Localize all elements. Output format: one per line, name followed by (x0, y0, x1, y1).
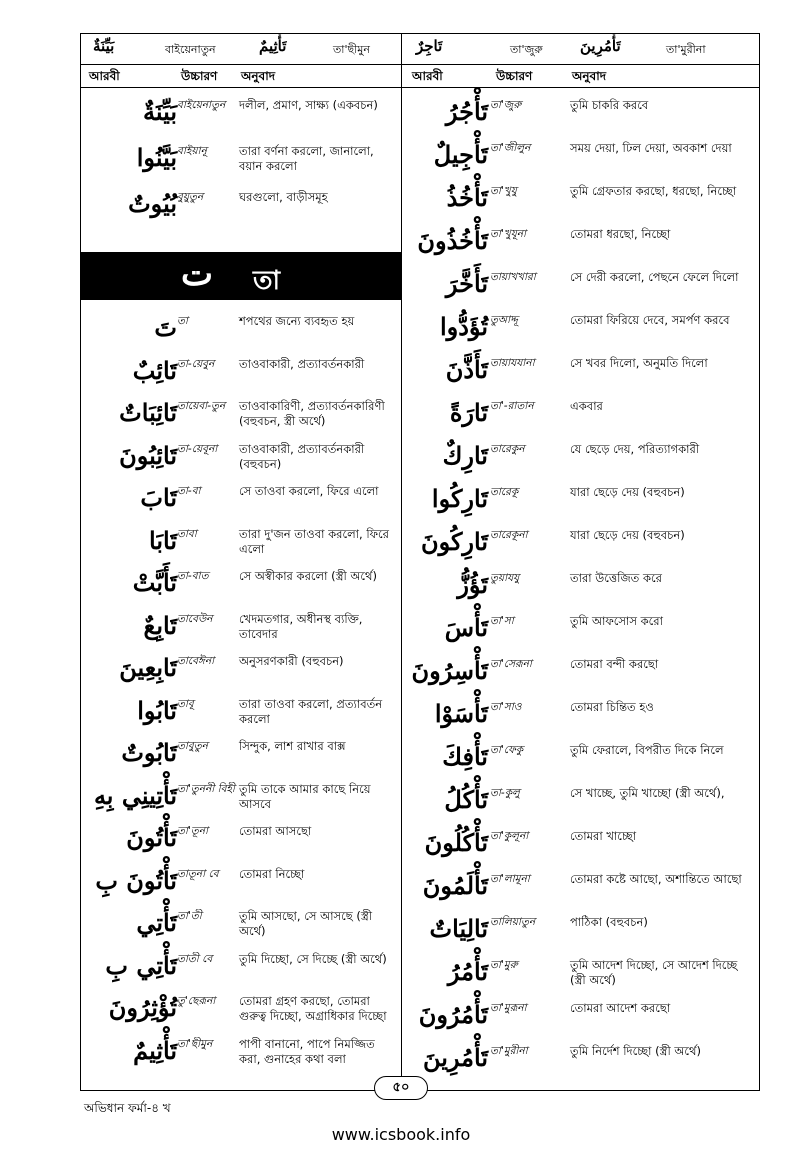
arabic-word: تَأْخُذُ (446, 183, 488, 212)
dictionary-entry (402, 313, 759, 353)
dictionary-entry (402, 184, 759, 224)
meaning: তোমরা চিন্তিত হও (570, 700, 654, 714)
dictionary-entry (81, 190, 401, 230)
meaning: তোমরা খাচ্ছো (570, 829, 637, 843)
meaning: তুমি নির্দেশ দিচ্ছো (স্ত্রী অর্থে) (570, 1044, 701, 1058)
arabic-word: تَأْكُلُ (444, 785, 488, 814)
pronunciation: তা'সেরূনা (490, 658, 532, 670)
pronunciation: তা'তী (177, 910, 202, 922)
pronunciation: তাবেঈনা (177, 655, 215, 667)
dictionary-entry (402, 356, 759, 396)
dictionary-entry (81, 442, 401, 482)
header-pronunciation: উচ্চারণ (496, 69, 533, 83)
meaning: সিন্দুক, লাশ রাখার বাক্স (239, 739, 346, 753)
arabic-word: تَأْتِي بِ (105, 951, 177, 980)
arabic-word: تَأْتُونَ بِ (95, 866, 177, 895)
meaning: যে ছেড়ে দেয়, পরিত্যাগকারী (570, 442, 700, 456)
meaning: একবার (570, 399, 603, 413)
dictionary-entry (402, 614, 759, 654)
arabic-word: تَابَا (149, 526, 177, 555)
dictionary-page (80, 33, 760, 1091)
arabic-word: تَائِبَاتٌ (119, 398, 177, 427)
dictionary-entry (81, 612, 401, 652)
meaning: তুমি দিচ্ছো, সে দিচ্ছে (স্ত্রী অর্থে) (239, 952, 387, 966)
meaning: তোমরা ফিরিয়ে দেবে, সমর্পণ করবে (570, 313, 730, 327)
dictionary-entry (81, 527, 401, 567)
arabic-word: بُيُوتٌ (128, 189, 177, 218)
pronunciation: তা'সাও (490, 701, 522, 713)
meaning: যারা ছেড়ে দেয় (বহুবচন) (570, 485, 685, 499)
pronunciation: তা'কুলূনা (490, 830, 529, 842)
arabic-word: تَأَذَّنَ (445, 355, 488, 384)
pronunciation: তা (177, 315, 188, 327)
meaning: তুমি গ্রেফতার করছো, ধরছো, নিচ্ছো (570, 184, 737, 198)
website-url: www.icsbook.info (331, 1125, 471, 1144)
guide-word: তা'জুরু (510, 43, 543, 56)
arabic-word: تَارَةً (449, 398, 488, 427)
meaning: তারা তাওবা করলো, প্রত্যাবর্তন করলো (239, 697, 383, 726)
meaning: তুমি আদেশ দিচ্ছো, সে আদেশ দিচ্ছে (স্ত্রী অর্থে) (570, 958, 738, 987)
arabic-word: تَأْتُونَ (126, 823, 177, 852)
meaning: তারা উত্তেজিত করে (570, 571, 662, 585)
meaning: তুমি আফসোস করো (570, 614, 663, 628)
pronunciation: তা-বাত (177, 570, 209, 582)
dictionary-entry (81, 994, 401, 1034)
arabic-word: بَيِّنَةٌ (142, 97, 177, 126)
banner-arabic-letter: ت (181, 254, 214, 294)
arabic-word: تَأْسِرُونَ (411, 656, 488, 685)
meaning: সে খাচ্ছে, তুমি খাচ্ছো (স্ত্রী অর্থে), (570, 786, 725, 800)
meaning: তোমরা গ্রহণ করছো, তোমরা গুরুত্ব দিচ্ছো, অগ্রাধিকার দিচ্ছো (239, 994, 387, 1023)
pronunciation: তাতূনা বে (177, 868, 219, 880)
dictionary-entry (81, 1037, 401, 1077)
arabic-word: تَأْمُرِينَ (422, 1043, 488, 1072)
dictionary-entry (402, 485, 759, 525)
dictionary-entry (81, 357, 401, 397)
meaning: তুমি আসছো, সে আসছে (স্ত্রী অর্থে) (239, 909, 373, 938)
meaning: দলীল, প্রমাণ, সাক্ষ্য (একবচন) (239, 98, 378, 112)
dictionary-entry (402, 700, 759, 740)
pronunciation: তাবুতুন (177, 740, 208, 752)
meaning: পাপী বানানো, পাপে নিমজ্জিত করা, গুনাহের কথা বলা (239, 1037, 375, 1066)
dictionary-entry (81, 824, 401, 864)
dictionary-entry (402, 571, 759, 611)
pronunciation: তালিয়াতুন (490, 916, 536, 928)
arabic-word: تَأْخُذُونَ (417, 226, 488, 255)
pronunciation: তা'মুরীনা (490, 1045, 528, 1057)
meaning: তাওবাকারিণী, প্রত্যাবর্তনকারিণী (বহুবচন, স্ত্রী অর্থে) (239, 399, 385, 428)
arabic-word: تَابُوتٌ (121, 738, 177, 767)
pronunciation: তায়েবা-তুন (177, 400, 226, 412)
pronunciation: তায়াখখারা (490, 271, 536, 283)
meaning: সে অস্বীকার করলো (স্ত্রী অর্থে) (239, 569, 377, 583)
meaning: সে খবর দিলো, অনুমতি দিলো (570, 356, 708, 370)
arabic-word: تَائِبُونَ (119, 441, 177, 470)
dictionary-entry (81, 484, 401, 524)
guide-word: বাইয়েনাতুন (165, 43, 216, 56)
arabic-word: تَأْثِيمٌ (133, 1036, 177, 1065)
pronunciation: তা'ফেকু (490, 744, 524, 756)
guide-word: তা'মুরীনা (666, 43, 706, 56)
column-header-left (81, 65, 401, 88)
pronunciation: তা-য়েবূনা (177, 443, 218, 455)
pronunciation: তা-কুলু (490, 787, 520, 799)
header-meaning: অনুবাদ (241, 69, 276, 83)
dictionary-entry (81, 569, 401, 609)
dictionary-entry (81, 739, 401, 779)
pronunciation: তা'তুননী বিহী (177, 783, 235, 795)
guide-word: تَاجِرٌ (416, 37, 443, 55)
meaning: অনুসরণকারী (বহুবচন) (239, 654, 344, 668)
dictionary-entry (402, 657, 759, 697)
pronunciation: তা-য়েবুন (177, 358, 215, 370)
guide-word: তা'ছীমুন (333, 43, 370, 56)
dictionary-entry (402, 958, 759, 998)
arabic-word: تَالِيَاتٌ (429, 914, 488, 943)
meaning: ঘরগুলো, বাড়ীসমূহ (239, 190, 328, 204)
dictionary-entry (402, 872, 759, 912)
arabic-word: تَأْتِينِي بِهِ (93, 781, 177, 810)
dictionary-entry (81, 782, 401, 822)
pronunciation: তাবেউন (177, 613, 213, 625)
meaning: তোমরা ধরছো, নিচ্ছো (570, 227, 671, 241)
pronunciation: তা'খুযু (490, 185, 517, 197)
pronunciation: তাতী বে (177, 953, 213, 965)
pronunciation: তা'তূনা (177, 825, 209, 837)
dictionary-entry (402, 399, 759, 439)
meaning: তোমরা আদেশ করছো (570, 1001, 671, 1015)
pronunciation: তা'ছীমুন (177, 1038, 213, 1050)
pronunciation: তা'জীলুন (490, 142, 531, 154)
dictionary-entry (402, 1001, 759, 1041)
arabic-word: تَأَبَّتْ (132, 568, 177, 597)
pronunciation: বাইয়েনাতুন (177, 99, 226, 111)
arabic-word: تَأْفِكَ (442, 742, 488, 771)
arabic-word: تَأْكُلُونَ (424, 828, 488, 857)
meaning: সে তাওবা করলো, ফিরে এলো (239, 484, 379, 498)
pronunciation: তা'-রাতান (490, 400, 534, 412)
meaning: শপথের জন্যে ব্যবহৃত হয় (239, 314, 355, 328)
pronunciation: তা'মুরু (490, 959, 518, 971)
pronunciation: তা'জুরু (490, 99, 522, 111)
pronunciation: তায়াযযানা (490, 357, 535, 369)
arabic-word: تَأْلَمُونَ (422, 871, 488, 900)
dictionary-entry (81, 952, 401, 992)
dictionary-entry (81, 909, 401, 949)
dictionary-entry (81, 697, 401, 737)
pronunciation: তুআদ্দূ (490, 314, 518, 326)
arabic-word: تَأَخَّرَ (445, 269, 488, 298)
meaning: খেদমতগার, অধীনস্থ ব্যক্তি, তাবেদার (239, 612, 363, 641)
pronunciation: তা'খুযূনা (490, 228, 527, 240)
guide-words-left (81, 34, 401, 65)
guide-word: بَيِّنَةٌ (93, 37, 115, 55)
dictionary-entry (402, 743, 759, 783)
arabic-word: تَأْجُرُ (445, 97, 488, 126)
pronunciation: বাইয়ানূ (177, 145, 207, 157)
arabic-word: تَأْمُرُونَ (418, 1000, 488, 1029)
header-meaning: অনুবাদ (572, 69, 607, 83)
pronunciation: তারেকুন (490, 443, 525, 455)
meaning: তাওবাকারী, প্রত্যাবর্তনকারী (239, 357, 365, 371)
arabic-word: تَأْمُرُ (447, 957, 488, 986)
dictionary-entry (81, 654, 401, 694)
pronunciation: তাবূ (177, 698, 194, 710)
dictionary-entry (402, 442, 759, 482)
dictionary-entry (81, 144, 401, 184)
pronunciation: তু'ছেরূনা (177, 995, 216, 1007)
arabic-word: تُؤَدُّوا (439, 312, 488, 341)
meaning: তোমরা আসছো (239, 824, 312, 838)
dictionary-entry (402, 786, 759, 826)
page-number: ৫০ (374, 1076, 428, 1100)
letter-banner (81, 252, 401, 300)
meaning: তুমি চাকরি করবে (570, 98, 649, 112)
arabic-word: تَ (154, 313, 177, 342)
pronunciation: তা'মুরূনা (490, 1002, 527, 1014)
pronunciation: তারেকূ (490, 486, 519, 498)
meaning: যারা ছেড়ে দেয় (বহুবচন) (570, 528, 685, 542)
dictionary-entry (402, 1044, 759, 1084)
arabic-word: تَأْسَ (444, 613, 488, 642)
meaning: তুমি তাকে আমার কাছে নিয়ে আসবে (239, 782, 371, 811)
pronunciation: তাবা (177, 528, 197, 540)
arabic-word: تَارِكٌ (442, 441, 488, 470)
meaning: তোমরা নিচ্ছো (239, 867, 305, 881)
dictionary-entry (402, 141, 759, 181)
arabic-word: تَابِعٌ (143, 611, 177, 640)
dictionary-entry (81, 867, 401, 907)
banner-bengali-letter: তা (253, 266, 281, 296)
pronunciation: তা'লামূনা (490, 873, 530, 885)
meaning: সে দেরী করলো, পেছনে ফেলে দিলো (570, 270, 739, 284)
dictionary-entry (81, 399, 401, 439)
arabic-word: بَيَّنُوا (136, 143, 177, 172)
dictionary-entry (81, 98, 401, 138)
dictionary-entry (402, 98, 759, 138)
pronunciation: তুয়াযযু (490, 572, 520, 584)
pronunciation: তারেকূনা (490, 529, 528, 541)
meaning: তুমি ফেরালে, বিপরীত দিকে নিলে (570, 743, 724, 757)
dictionary-entry (402, 528, 759, 568)
arabic-word: تَابُوا (137, 696, 177, 725)
guide-word: تَأْمُرِينَ (580, 37, 621, 55)
meaning: পাঠিকা (বহুবচন) (570, 915, 648, 929)
header-arabic: আরবী (412, 69, 443, 83)
dictionary-entry (402, 270, 759, 310)
meaning: তাওবাকারী, প্রত্যাবর্তনকারী (বহুবচন) (239, 442, 365, 471)
guide-words-right (402, 34, 759, 65)
dictionary-entry (402, 915, 759, 955)
guide-word: تَأْثِيمٌ (259, 37, 287, 55)
header-arabic: আরবী (89, 69, 120, 83)
header-pronunciation: উচ্চারণ (181, 69, 218, 83)
footer-signature: অভিধান ফর্মা-৪ খ (84, 1101, 171, 1115)
meaning: তারা দু'জন তাওবা করলো, ফিরে এলো (239, 527, 389, 556)
arabic-word: تَأْجِيلٌ (433, 140, 488, 169)
arabic-word: تَؤُزُّ (457, 570, 488, 599)
pronunciation: তা'সা (490, 615, 514, 627)
dictionary-entry (81, 314, 401, 354)
left-column (81, 34, 401, 1090)
meaning: তারা বর্ণনা করলো, জানালো, বয়ান করলো (239, 144, 374, 173)
dictionary-entry (402, 227, 759, 267)
pronunciation: তা-বা (177, 485, 201, 497)
arabic-word: تُؤْثِرُونَ (108, 993, 177, 1022)
meaning: তোমরা কষ্টে আছো, অশান্তিতে আছো (570, 872, 742, 886)
pronunciation: বুয়ুতুন (177, 191, 204, 203)
meaning: সময় দেয়া, ঢিল দেয়া, অবকাশ দেয়া (570, 141, 732, 155)
dictionary-entry (402, 829, 759, 869)
arabic-word: تَارِكُوا (431, 484, 488, 513)
column-header-right (402, 65, 759, 88)
arabic-word: تَابِعِينَ (119, 653, 177, 682)
arabic-word: تَائِبٌ (132, 356, 177, 385)
right-column (402, 34, 759, 1090)
meaning: তোমরা বন্দী করছো (570, 657, 659, 671)
arabic-word: تَابَ (140, 483, 177, 512)
arabic-word: تَأْتِي (136, 908, 177, 937)
arabic-word: تَأْسَوْا (434, 699, 488, 728)
arabic-word: تَارِكُونَ (420, 527, 488, 556)
